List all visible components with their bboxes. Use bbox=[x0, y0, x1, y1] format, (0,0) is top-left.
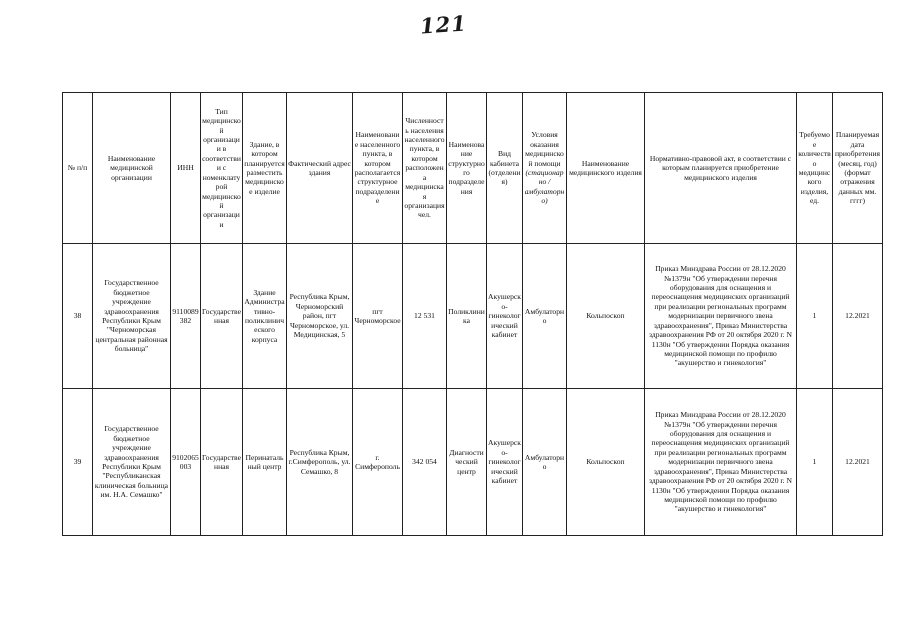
cell-conditions: Амбулаторно bbox=[523, 389, 567, 536]
header-org-name: Наименование медицинской организации bbox=[93, 93, 171, 244]
cell-population: 12 531 bbox=[403, 244, 447, 389]
cell-unit-name: Поликлиника bbox=[447, 244, 487, 389]
cell-date: 12.2021 bbox=[833, 389, 883, 536]
cell-org-name: Государственное бюджетное учреждение здравоохранения Республики Крым "Черноморская центральная районная больница" bbox=[93, 244, 171, 389]
cell-address: Республика Крым, Черноморский район, пгт Черноморское, ул. Медицинская, 5 bbox=[287, 244, 353, 389]
header-org-type: Тип медицинской организации в соответствии с номенклатурой медицинской организации bbox=[201, 93, 243, 244]
header-building: Здание, в котором планируется разместить медицинское изделие bbox=[243, 93, 287, 244]
header-population: Численность населения населенного пункта, в котором расположена медицинская организация чел. bbox=[403, 93, 447, 244]
header-cabinet-type: Вид кабинета (отделения) bbox=[487, 93, 523, 244]
cell-quantity: 1 bbox=[797, 389, 833, 536]
cell-address: Республика Крым, г.Симферополь, ул. Семашко, 8 bbox=[287, 389, 353, 536]
page-number: 121 bbox=[419, 10, 468, 39]
cell-settlement-name: г. Симферополь bbox=[353, 389, 403, 536]
cell-inn: 9110089382 bbox=[171, 244, 201, 389]
table-row bbox=[63, 244, 883, 389]
header-num: № п/п bbox=[63, 93, 93, 244]
cell-num: 38 bbox=[63, 244, 93, 389]
header-legal-act: Нормативно-правовой акт, в соответствии с которым планируется приобретение медицинского изделия bbox=[645, 93, 797, 244]
header-row bbox=[63, 93, 883, 244]
cell-org-type: Государственная bbox=[201, 244, 243, 389]
cell-building: Здание Административно-поликлинического корпуса bbox=[243, 244, 287, 389]
cell-org-type: Государственная bbox=[201, 389, 243, 536]
cell-num: 39 bbox=[63, 389, 93, 536]
header-device-name: Наименование медицинского изделия bbox=[567, 93, 645, 244]
equipment-table-sheet bbox=[62, 92, 882, 536]
cell-settlement-name: пгт Черноморское bbox=[353, 244, 403, 389]
cell-building: Перинатальный центр bbox=[243, 389, 287, 536]
cell-device-name: Кольпоскоп bbox=[567, 244, 645, 389]
cell-population: 342 054 bbox=[403, 389, 447, 536]
cell-org-name: Государственное бюджетное учреждение здравоохранения Республики Крым "Республиканская клиническая больница им. Н.А. Семашко" bbox=[93, 389, 171, 536]
header-conditions-note: (стационарно / амбулаторно) bbox=[524, 168, 565, 206]
cell-unit-name: Диагностический центр bbox=[447, 389, 487, 536]
cell-cabinet-type: Акушерско-гинекологический кабинет bbox=[487, 389, 523, 536]
cell-device-name: Кольпоскоп bbox=[567, 389, 645, 536]
cell-conditions: Амбулаторно bbox=[523, 244, 567, 389]
header-conditions-text: Условия оказания медицинской помощи bbox=[525, 130, 564, 168]
header-date: Планируемая дата приобретения (месяц, год) (формат отражения данных мм. гггг) bbox=[833, 93, 883, 244]
table-row bbox=[63, 389, 883, 536]
header-quantity: Требуемое количество медицинского изделия, ед. bbox=[797, 93, 833, 244]
header-inn: ИНН bbox=[171, 93, 201, 244]
equipment-table bbox=[62, 92, 883, 536]
cell-legal-act: Приказ Минздрава России от 28.12.2020 №1379н "Об утверждении перечня оборудования для оснащения и переоснащения медицинских организаций при реализации региональных программ модернизации первичного звена здравоохранения", Приказ Министерства здравоохранения РФ от 20 октября 2020 г. N 1130н "Об утверждении Порядка оказания медицинской помощи по профилю "акушерство и гинекология" bbox=[645, 244, 797, 389]
header-settlement-name: Наименование населенного пункта, в котором располагается структурное подразделение bbox=[353, 93, 403, 244]
header-address: Фактический адрес здания bbox=[287, 93, 353, 244]
cell-inn: 9102065003 bbox=[171, 389, 201, 536]
cell-date: 12.2021 bbox=[833, 244, 883, 389]
cell-cabinet-type: Акушерско-гинекологический кабинет bbox=[487, 244, 523, 389]
cell-quantity: 1 bbox=[797, 244, 833, 389]
cell-legal-act: Приказ Минздрава России от 28.12.2020 №1379н "Об утверждении перечня оборудования для оснащения и переоснащения медицинских организаций при реализации региональных программ модернизации первичного звена здравоохранения", Приказ Министерства здравоохранения РФ от 20 октября 2020 г. N 1130н "Об утверждении Порядка оказания медицинской помощи по профилю "акушерство и гинекология" bbox=[645, 389, 797, 536]
header-unit-name: Наименование структурного подразделения bbox=[447, 93, 487, 244]
header-conditions bbox=[523, 93, 567, 244]
